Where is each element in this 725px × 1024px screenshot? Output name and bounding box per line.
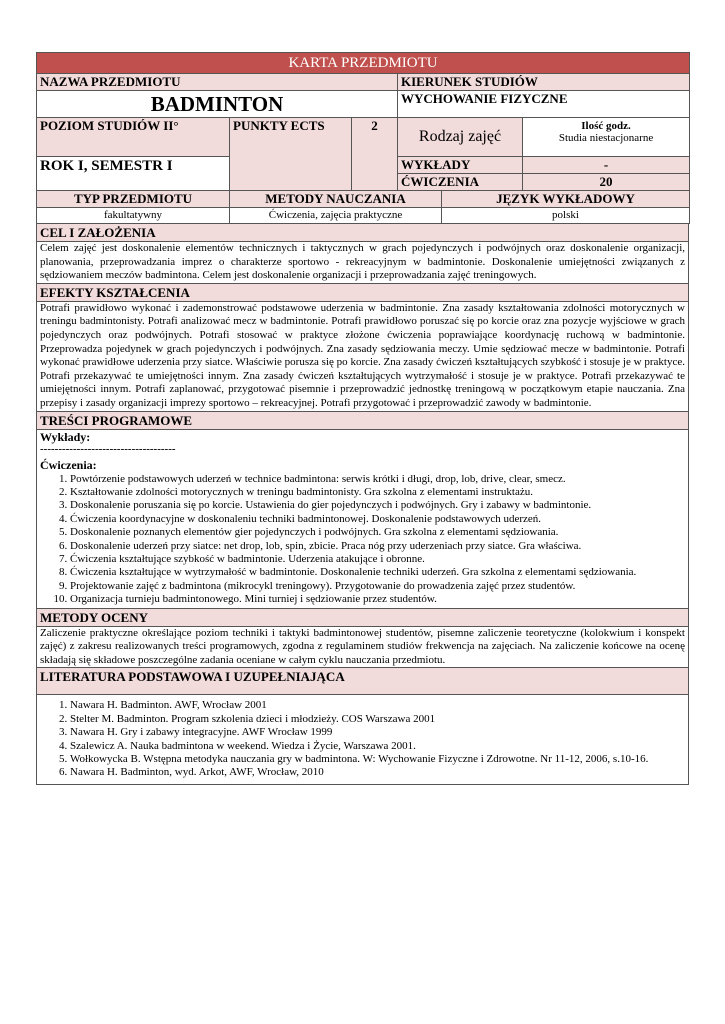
ilosc-cell (523, 118, 690, 157)
rok-value: ROK I, SEMESTR I (37, 157, 230, 191)
punkty-value: 2 (352, 118, 398, 191)
cwiczenia-value: 20 (523, 174, 690, 191)
tresci-list (40, 473, 685, 607)
wyklady-label: WYKŁADY (398, 157, 523, 174)
tresci-cwiczenia-label: Ćwiczenia: (40, 457, 97, 472)
tresci-heading: TREŚCI PROGRAMOWE (37, 411, 689, 429)
list-item: 9. Projektowanie zajęć z badmintona (mikrocykl treningowy). Przygotowanie do prowadzenia zajęć przez studentów. (70, 580, 685, 593)
nazwa-value: BADMINTON (37, 91, 398, 118)
list-item: 3. Doskonalenie poruszania się po korcie. Ustawienia do gier pojedynczych i podwójnych. Gry i zabawy w badmintonie. (70, 499, 685, 512)
tresci-body (37, 429, 689, 608)
list-item: 2. Kształtowanie zdolności motorycznych w treningu badmintonisty. Gra szkolna z elementami instruktażu. (70, 486, 685, 499)
literatura-list (40, 699, 685, 779)
jezyk-value: polski (442, 208, 690, 224)
sections-table (36, 223, 689, 785)
efekty-heading: EFEKTY KSZTAŁCENIA (37, 283, 689, 301)
cwiczenia-label: ĆWICZENIA (398, 174, 523, 191)
efekty-text: Potrafi prawidłowo wykonać i zademonstrować podstawowe uderzenia w badmintonie. Zna zasady kształtowania zdolności motorycznych w treningu badmintonisty. Potrafi analizować mecz w badmintonie. Potrafi prawidłowo poruszać się po korcie oraz zna pozycje wyjściowe w grach pojedynczych oraz podwójnych. Potrafi stosować w praktyce złożone ćwiczenia poprawiające koordynację ruchową w badmintonie. Przeprowadza pojedynek w grach pojedynczych i podwójnych. Zna zasady sędziowania meczy. Umie sędziować mecze w badmintonie. Potrafi wykonać prawidłowe uderzenia przy siatce. Właściwie porusza się po korcie. Zna zasady ćwiczeń kształtujących szybkość i stosuje je w praktyce. Potrafi przekazywać te umiejętności innym. Zna zasady ćwiczeń kształtujących wytrzymałość i stosuje je w praktyce. Potrafi przekazywać te umiejętności innym. Potrafi zaplanować, przygotować pisemnie i przeprowadzić jednostkę treningową w początkowym etapie nauczania. Zna przepisy i zasady organizacji imprezy sportowo – rekreacyjnej. Potrafi przygotować i przeprowadzić zawody w badmintonie. (37, 301, 689, 411)
rodzaj-label: Rodzaj zajęć (398, 118, 523, 157)
list-item: 2. Stelter M. Badminton. Program szkolenia dzieci i młodzieży. COS Warszawa 2001 (70, 713, 685, 726)
cel-text: Celem zajęć jest doskonalenie elementów technicznych i taktycznych w grach pojedynczych i podwójnych oraz doskonalenie organizacji, planowania, przeprowadzania imprez o charakterze sportowo - rekreacyjnym w badmintonie. Doskonalenie umiejętności związanych z sędziowaniem meczów badmintona. Celem jest doskonalenie organizacji i przeprowadzania zajęć treningowych. (37, 242, 689, 284)
kierunek-label: KIERUNEK STUDIÓW (398, 74, 690, 91)
literatura-body (37, 695, 689, 784)
typ-label: TYP PRZEDMIOTU (37, 191, 230, 208)
metody-value: Ćwiczenia, zajęcia praktyczne (230, 208, 442, 224)
punkty-label: PUNKTY ECTS (230, 118, 352, 191)
list-item: 10. Organizacja turnieju badmintonowego. Mini turniej i sędziowanie przez studentów. (70, 593, 685, 606)
type-table (36, 190, 690, 224)
literatura-heading: LITERATURA PODSTAWOWA I UZUPEŁNIAJĄCA (37, 668, 689, 695)
list-item: 7. Ćwiczenia kształtujące szybkość w badmintonie. Uderzenia atakujące i obronne. (70, 553, 685, 566)
kierunek-value: WYCHOWANIE FIZYCZNE (398, 91, 690, 118)
list-item: 5. Wołkowycka B. Wstępna metodyka nauczania gry w badmintona. W: Wychowanie Fizyczne i Zdrowotne. Nr 11-12, 2006, s.10-16. (70, 753, 685, 766)
tresci-wyklady-dashes: ------------------------------------- (40, 442, 176, 455)
oceny-text: Zaliczenie praktyczne określające poziom techniki i taktyki badmintonowej studentów, pisemne zaliczenie teoretyczne (kolokwium i konspekt zajęć) z zakresu realizowanych treści programowych, zgodna z regulaminem studiów frekwencja na zajęciach. Na zaliczenie końcowe na ocenę składają się składowe poszczególne zadania oceniane w całym cyklu nauczania przedmiotu. (37, 626, 689, 668)
nazwa-label: NAZWA PRZEDMIOTU (37, 74, 398, 91)
list-item: 3. Nawara H. Gry i zabawy integracyjne. AWF Wrocław 1999 (70, 726, 685, 739)
metody-label: METODY NAUCZANIA (230, 191, 442, 208)
ilosc-sub: Studia niestacjonarne (558, 132, 654, 144)
typ-value: fakultatywny (37, 208, 230, 224)
tresci-wyklady-label: Wykłady: (40, 429, 91, 444)
cel-heading: CEL I ZAŁOŻENIA (37, 224, 689, 242)
oceny-heading: METODY OCENY (37, 608, 689, 626)
header-table (36, 52, 690, 191)
card-title: KARTA PRZEDMIOTU (37, 53, 690, 74)
list-item: 6. Doskonalenie uderzeń przy siatce: net drop, lob, spin, zbicie. Praca nóg przy uderzeniach przy siatce. Gra właściwa. (70, 540, 685, 553)
list-item: 1. Nawara H. Badminton. AWF, Wrocław 2001 (70, 699, 685, 712)
list-item: 5. Doskonalenie poznanych elementów gier pojedynczych i podwójnych. Gra szkolna z elementami sędziowania. (70, 526, 685, 539)
list-item: 6. Nawara H. Badminton, wyd. Arkot, AWF, Wrocław, 2010 (70, 766, 685, 779)
jezyk-label: JĘZYK WYKŁADOWY (442, 191, 690, 208)
poziom-label: POZIOM STUDIÓW II° (37, 118, 230, 157)
list-item: 8. Ćwiczenia kształtujące w wytrzymałość w badmintonie. Doskonalenie techniki uderzeń. Gra szkolna z elementami sędziowania. (70, 566, 685, 579)
wyklady-value: - (523, 157, 690, 174)
course-card (36, 52, 689, 785)
list-item: 4. Szalewicz A. Nauka badmintona w weekend. Wiedza i Życie, Warszawa 2001. (70, 740, 685, 753)
list-item: 1. Powtórzenie podstawowych uderzeń w technice badmintona: serwis krótki i długi, drop, lob, drive, clear, smecz. (70, 473, 685, 486)
ilosc-label: Ilość godz. (581, 120, 631, 132)
list-item: 4. Ćwiczenia koordynacyjne w doskonaleniu techniki badmintonowej. Doskonalenie podstawowych uderzeń. (70, 513, 685, 526)
